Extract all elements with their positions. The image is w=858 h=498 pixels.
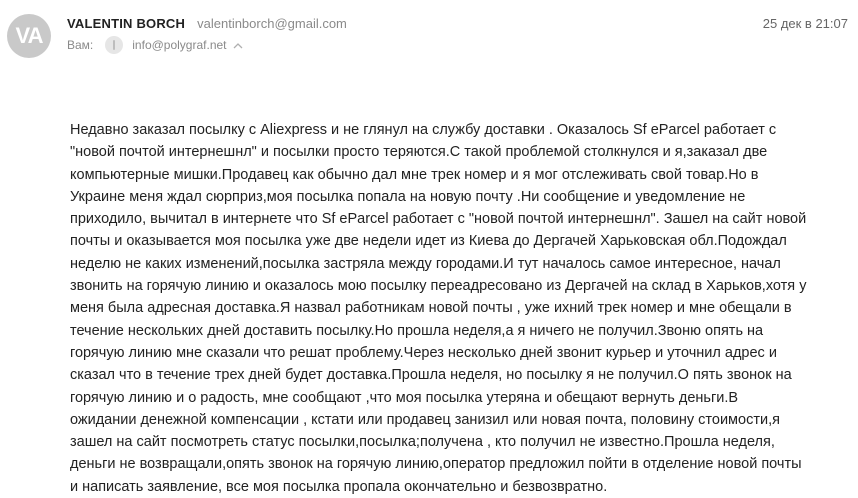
message-line: зашел на сайт посмотреть статус посылки,посылка;получена , кто получил не известно.Прошла неделя, [70,434,775,451]
message-line: и написать заявление, все моя посылка пропала окончательно и безвозвратно. [70,478,608,495]
message-line: ожидании денежной компенсации , кстати или продавец занизил или новая почта, половину стоимости,я [70,411,780,428]
message-line: приходило, вычитал в интернете что Sf eParcel работает с "новой почтой интернешнл". Зашел на сайт новой [70,211,807,228]
to-label: Вам: [67,38,94,52]
avatar[interactable] [7,14,51,58]
message-line: почты и оказывается моя посылка уже две недели идет из Киева до Дергачей Харьковская обл.Подождал [70,233,787,250]
message-line: неделю не каких изменений,посылка застряла между городами.И тут началось самое интересное, начал [70,255,781,272]
message-line: Недавно заказал посылку с Aliexpress и не глянул на службу доставки . Оказалось Sf eParcel работает с [70,122,777,138]
message-line: течение нескольких дней доставить посылку.Но прошла неделя,а я ничего не получил.Звоню опять на [70,322,764,339]
message-line: деньги не возвращали,опять звонок на горячую линию,оператор предложил пойти в отделение новой почты [70,456,802,473]
message-line: компьютерные мишки.Продавец как обычно дал мне трек номер и я мог отслеживать свой товар.Но в [70,166,759,183]
recipients-line [67,36,243,54]
message-date: 25 дек в 21:07 [762,16,848,31]
message-line: меня была адресная доставка.Я назвал работникам новой почты , уже ихний трек номер и мне обещали в [70,300,792,317]
message-line: "новой почтой интернешнл" и посылки просто теряются.С такой проблемой столкнулся и я,заказал две [70,144,768,161]
avatar-initials: VA [15,23,43,48]
message-line: горячую линию мне сказали что решат проблему.Через несколько дней звонит курьер и уточнил адрес и [70,344,777,361]
message-line: Украине меня ждал сюрприз,моя посылка попала на новую почту .Ни сообщение и уведомление не [70,188,746,205]
sender-email[interactable]: valentinborch@gmail.com [197,16,347,31]
chevron-up-icon[interactable] [233,40,243,50]
message-line: сказал что в течение трех дней будет доставка.Прошла неделя, но посылку я не получил.О пять звонок на [70,367,792,384]
sender-name[interactable]: VALENTIN BORCH [67,16,186,31]
recipient-avatar-icon [105,36,123,54]
message-line: звонить на горячую линию и оказалось мою посылку переадресовано из Дергачей на склад в Харьков,хотя у [70,278,807,295]
message-body [70,119,840,498]
recipient-email[interactable]: info@polygraf.net [132,38,227,52]
message-line: горячую линию и о радость, мне сообщают ,что моя посылка утеряна и обещают вернуть деньги.В [70,389,739,406]
sender-line [67,16,347,31]
